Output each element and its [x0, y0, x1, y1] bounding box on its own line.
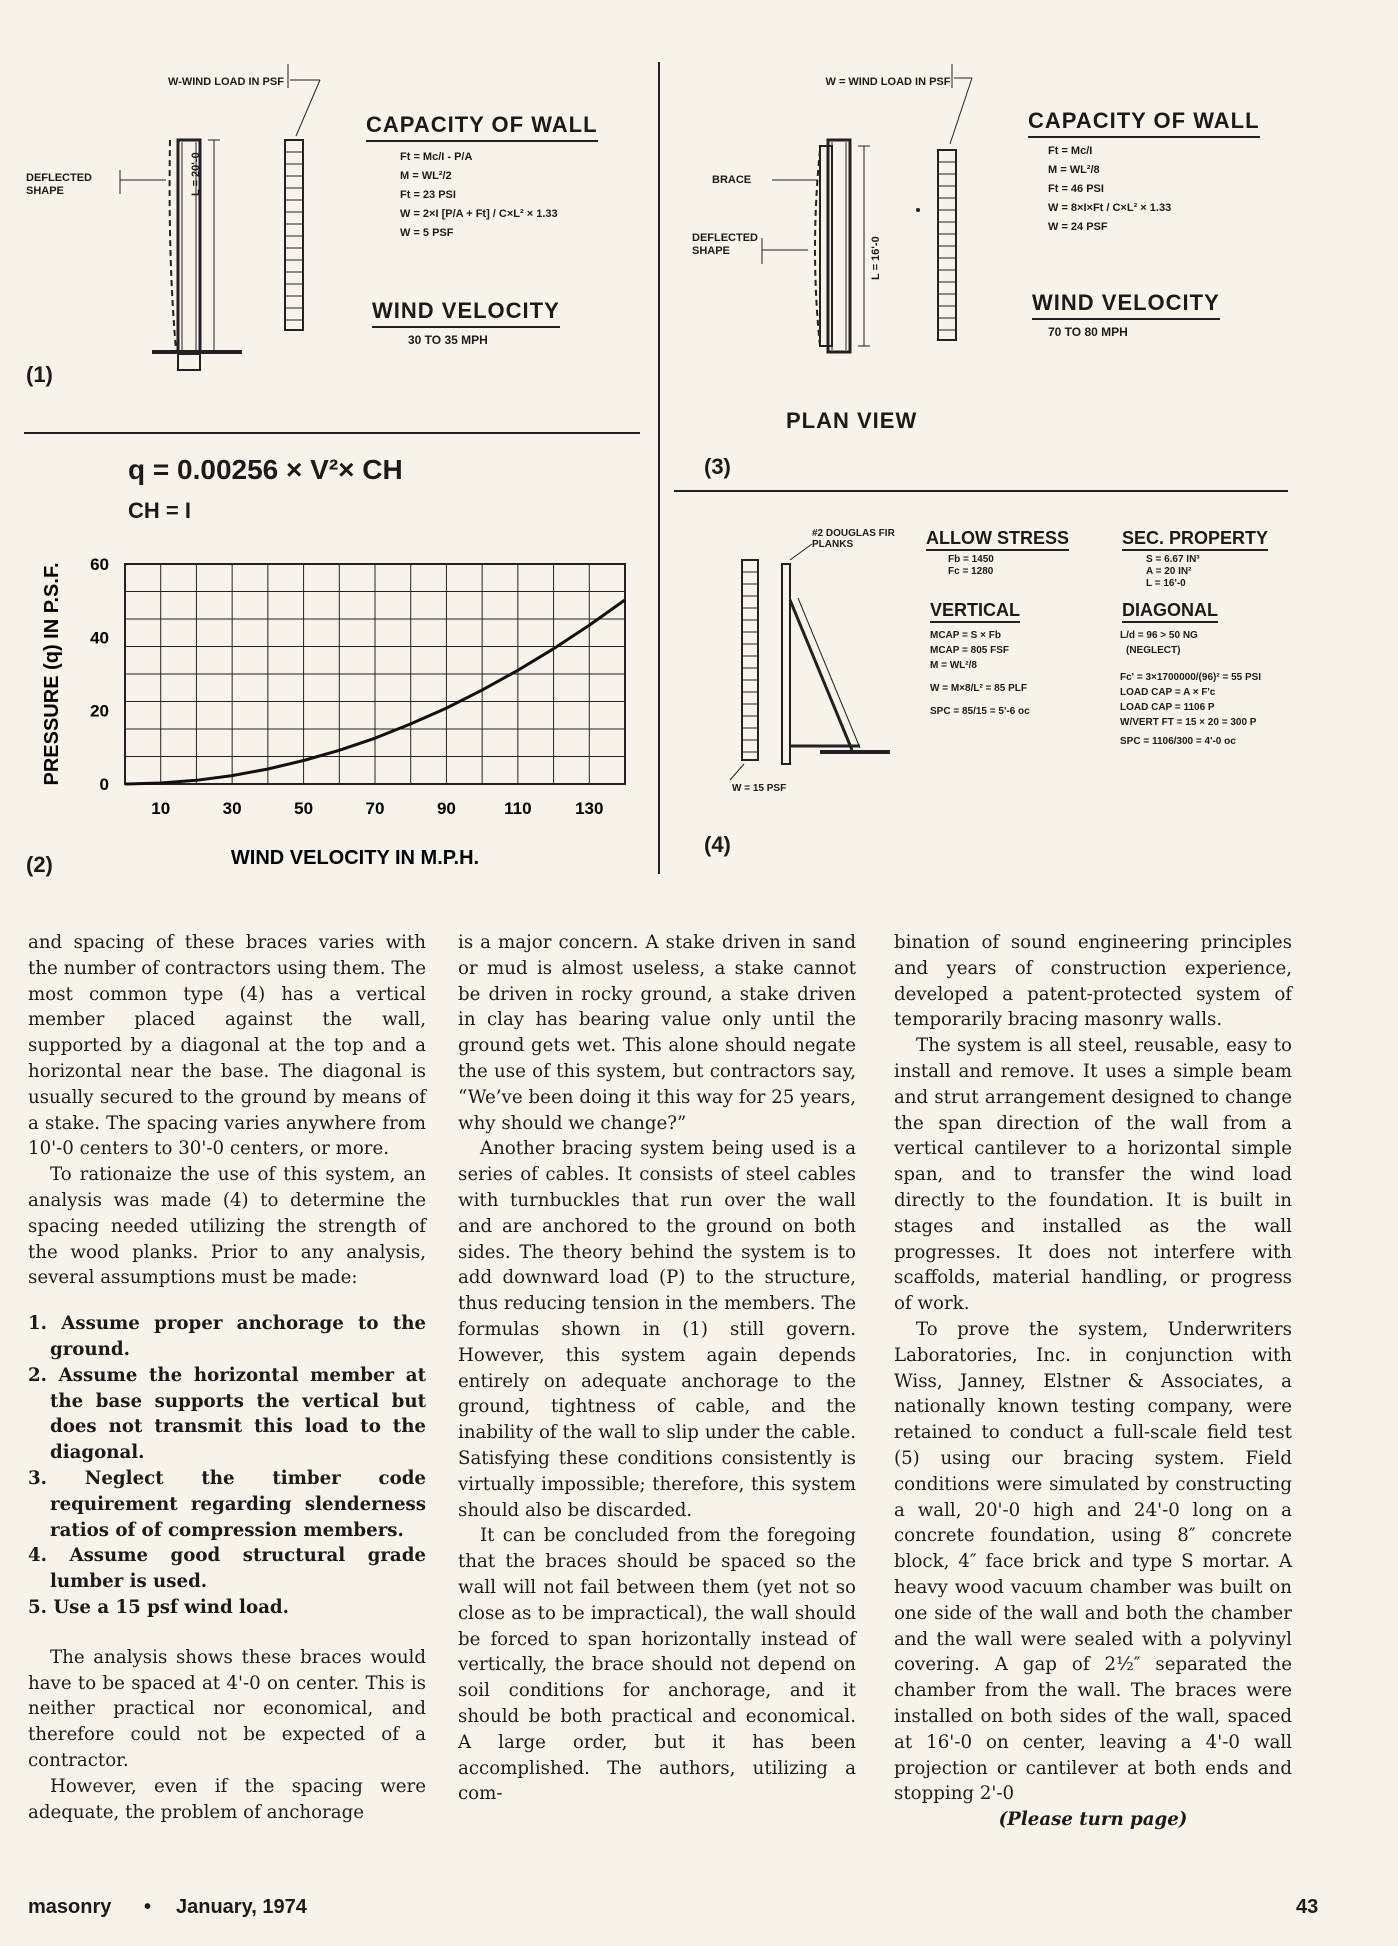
list-item: 4. Assume good structural grade lumber is used. [28, 1545, 426, 1593]
figure-1-formulas [400, 148, 558, 243]
formula-line: A = 20 IN² [1146, 566, 1192, 577]
article-column-1 [28, 930, 426, 1825]
figure-3-drawing [680, 60, 980, 370]
list-item: 3. Neglect the timber code requirement regarding slenderness ratios of of compression members. [28, 1467, 426, 1541]
figure-3-velocity-title: WIND VELOCITY [1032, 290, 1220, 320]
figure-3-title: CAPACITY OF WALL [1028, 108, 1260, 138]
figure-3-deflected-label: DEFLECTED SHAPE [692, 232, 758, 257]
formula-line: M = WL²/8 [930, 660, 977, 671]
y-axis-label: PRESSURE (q) IN P.S.F. [41, 562, 63, 786]
formula-line: LOAD CAP = A × F'c [1120, 687, 1216, 698]
list-item: 2. Assume the horizontal member at the base supports the vertical but does not transmit this load to the diagonal. [28, 1364, 426, 1464]
formula-line: Ft = 46 PSI [1048, 183, 1104, 195]
y-tick-label: 60 [90, 555, 109, 574]
vertical-title: VERTICAL [930, 600, 1020, 623]
figure-4-planks-label: #2 DOUGLAS FIR PLANKS [812, 528, 895, 550]
formula-line: L/d = 96 > 50 NG [1120, 630, 1198, 641]
figure-divider [24, 432, 640, 434]
article-column-2 [458, 930, 856, 1807]
list-item: 1. Assume proper anchorage to the ground. [28, 1313, 426, 1360]
formula-line: Ft = Mc/I - P/A [400, 151, 473, 163]
paragraph: Another bracing system being used is a series of cables. It consists of steel cables with turnbuckles that run over the wall and are anchored to the ground on both sides. The theory behind the system is to add downward load (P) to the structure, thus reducing tension in the members. The formulas shown in (1) still govern. However, this system again depends entirely on adequate anchorage to the ground, tightness of cable, and the inability of the wall to slip under the cable. Satisfying these conditions consistently is virtually impossible; therefore, this system should also be discarded. [458, 1138, 856, 1521]
formula-line: W = 24 PSF [1048, 221, 1108, 233]
figure-3-velocity-value: 70 TO 80 MPH [1048, 325, 1128, 339]
allow-stress-title: ALLOW STRESS [926, 528, 1069, 551]
paragraph: The system is all steel, reusable, easy to install and remove. It uses a simple beam and strut arrangement designed to change the span direction of the wall from a vertical cantilever to a horizontal simple span, and to transfer the wind load directly to the foundation. It is built in stages and installed as the wall progresses. It does not interfere with scaffolds, material handling, or progress of work. [894, 1035, 1292, 1315]
figure-4-wind-label: W = 15 PSF [732, 783, 787, 794]
figure-3-plan-view: PLAN VIEW [786, 408, 918, 433]
sec-property-values [1146, 554, 1200, 590]
paragraph: To rationaize the use of this system, an analysis was made (4) to determine the spacing needed utilizing the strength of the wood planks. Prior to any analysis, several assumptions must be made: [28, 1164, 426, 1289]
figure-1-height-label: L = 20'-0 [190, 152, 202, 196]
footer-bullet: • [144, 1896, 152, 1918]
formula-line: Fb = 1450 [948, 554, 994, 565]
diagonal-title: DIAGONAL [1122, 600, 1218, 623]
paragraph: The analysis shows these braces would have to be spaced at 4'-0 on center. This is neither practical nor economical, and therefore could not be expected of a contractor. [28, 1646, 426, 1771]
formula-line: M = WL²/2 [400, 170, 452, 182]
x-tick-label: 70 [365, 799, 385, 818]
x-tick-label: 90 [436, 799, 456, 818]
figure-1-deflected-label: DEFLECTED SHAPE [26, 172, 92, 197]
figure-3-wind-label: W = WIND LOAD IN PSF [825, 76, 951, 88]
sec-property-title: SEC. PROPERTY [1122, 528, 1268, 551]
article-column-3 [894, 930, 1292, 1833]
figure-4-drawing [690, 540, 910, 800]
vertical-formulas [930, 628, 1030, 719]
x-tick-label: 10 [151, 799, 171, 818]
y-tick-label: 20 [90, 701, 109, 721]
formula-line: Fc = 1280 [948, 566, 994, 577]
figure-1-title: CAPACITY OF WALL [366, 112, 598, 142]
y-tick-label: 40 [90, 628, 109, 648]
formula-line: MCAP = S × Fb [930, 630, 1001, 641]
formula-line: MCAP = 805 FSF [930, 645, 1010, 656]
figure-3-brace-label: BRACE [712, 174, 752, 186]
paragraph: However, even if the spacing were adequate, the problem of anchorage [28, 1775, 426, 1823]
paragraph: To prove the system, Underwriters Laboratories, Inc. in conjunction with Wiss, Janney, Elstner & Associates, a nationally known testing company, were retained to conduct a full-scale field test (5) using our bracing system. Field conditions were simulated by constructing a wall, 20'-0 high and 24'-0 long on a concrete foundation, using 8″ concrete block, 4″ face brick and type S mortar. A heavy wood vacuum chamber was built on one side of the wall and both the chamber and the wall were sealed with a polyvinyl covering. A gap of 2½″ separated the chamber from the wall. The braces were installed on both sides of the wall, spaced at 16'-0 on center, leaving a 4'-0 wall projection or cantilever at both ends and stopping 2'-0 [894, 1318, 1292, 1805]
assumptions-list [28, 1311, 426, 1621]
pressure-velocity-chart [30, 540, 650, 870]
allow-stress-values [948, 554, 994, 578]
figure-1-velocity-title: WIND VELOCITY [372, 298, 560, 328]
x-tick-label: 30 [222, 799, 242, 818]
figure-4-number: (4) [704, 832, 731, 857]
formula-line: W = 5 PSF [400, 227, 454, 239]
formula-line: W/VERT FT = 15 × 20 = 300 P [1120, 717, 1257, 728]
figure-2-number: (2) [26, 852, 53, 877]
figure-divider [674, 490, 1288, 492]
figure-3-number: (3) [704, 454, 731, 479]
diagonal-formulas [1120, 628, 1290, 749]
figure-3-formulas [1048, 142, 1171, 237]
formula-line: W = 2×I [P/A + Ft] / C×L² × 1.33 [400, 208, 558, 220]
formula-line: Ft = Mc/I [1048, 145, 1093, 157]
figure-3-height-label: L = 16'-0 [870, 236, 882, 280]
x-axis-label: WIND VELOCITY IN M.P.H. [230, 847, 480, 869]
figure-vertical-divider [658, 62, 660, 874]
figure-1-wind-label: W-WIND LOAD IN PSF [168, 76, 284, 88]
paragraph: and spacing of these braces varies with the number of contractors using them. The most common type (4) has a vertical member placed against the wall, supported by a diagonal at the top and a horizontal near the base. The diagonal is usually secured to the ground by means of a stake. The spacing varies anywhere from 10'-0 centers to 30'-0 centers, or more. [28, 932, 426, 1160]
footer-date: January, 1974 [176, 1896, 307, 1918]
paragraph: bination of sound engineering principles and years of construction experience, developed a patent-protected system of temporarily bracing masonry walls. [894, 932, 1292, 1031]
formula-line: (NEGLECT) [1126, 645, 1181, 656]
formula-line: Ft = 23 PSI [400, 189, 456, 201]
continued-note: (Please turn page) [998, 1809, 1188, 1831]
paragraph: It can be concluded from the foregoing that the braces should be spaced so the wall will not fail between them (yet not so close as to be impractical), the wall should be forced to span horizontally instead of vertically, the brace should not depend on soil conditions for anchorage, and it should be both practical and economical. A large order, but it has been accomplished. The authors, utilizing a com- [458, 1525, 856, 1805]
figure-1-number: (1) [26, 362, 53, 387]
x-tick-label: 130 [575, 799, 604, 818]
formula-line: W = M×8/L² = 85 PLF [930, 683, 1027, 694]
footer-magazine: masonry [28, 1896, 112, 1918]
formula-line: LOAD CAP = 1106 P [1120, 702, 1215, 713]
formula-line: W = 8×I×Ft / C×L² × 1.33 [1048, 202, 1172, 214]
y-tick-label: 0 [99, 775, 109, 794]
x-tick-label: 50 [294, 799, 314, 818]
formula-line: M = WL²/8 [1048, 164, 1100, 176]
formula-line: Fc' = 3×1700000/(96)² = 55 PSI [1120, 672, 1262, 683]
formula-line: L = 16'-0 [1146, 578, 1186, 589]
formula-line: SPC = 85/15 = 5'-6 oc [930, 706, 1030, 717]
paragraph: is a major concern. A stake driven in sand or mud is almost useless, a stake cannot be driven in rocky ground, a stake driven in clay has bearing value only until the ground gets wet. This alone should negate the use of this system, but contractors say, “We’ve been doing it this way for 25 years, why should we change?” [458, 932, 856, 1134]
figure-1-velocity-value: 30 TO 35 MPH [408, 333, 488, 347]
x-tick-label: 110 [504, 799, 532, 818]
list-item: 5. Use a 15 psf wind load. [28, 1596, 289, 1618]
chart-equation: q = 0.00256 × V²× CH [128, 454, 403, 485]
page-number: 43 [1296, 1896, 1319, 1918]
chart-ch-value: CH = I [128, 498, 191, 523]
formula-line: S = 6.67 IN³ [1146, 554, 1200, 565]
formula-line: SPC = 1106/300 = 4'-0 oc [1120, 736, 1236, 747]
